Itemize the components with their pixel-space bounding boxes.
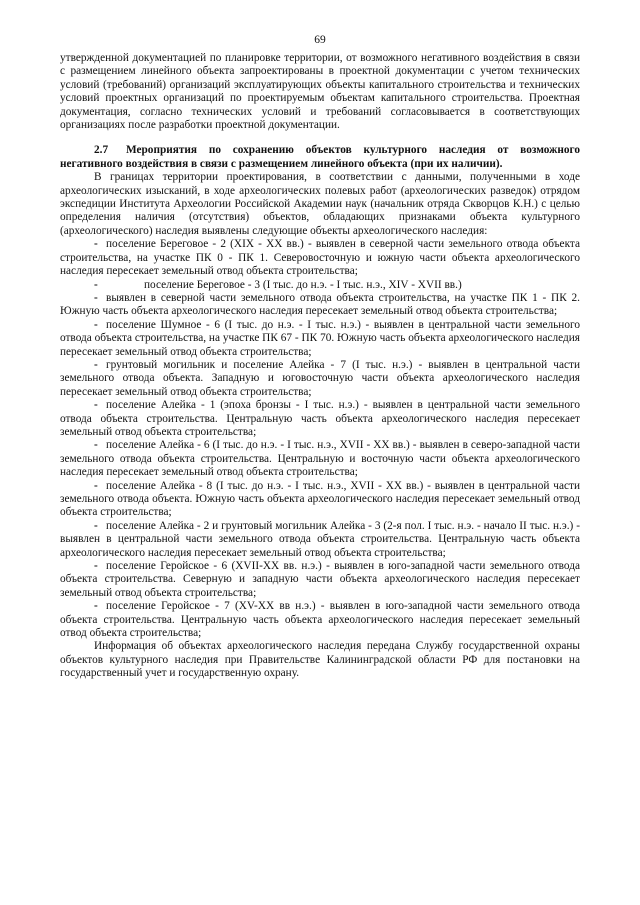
lead-paragraph: В границах территории проектирования, в соответствии с данными, полученными в ходе археологических изысканий, в ходе археологических полевых работ (археологических разведок) отрядом экспедиции Института Археологии Российской Академии наук (начальник отряда Скворцов К.Н.) с целью определения наличия (отсутствия) объектов, обладающих признаками объекта культурного (археологического) наследия выявлены следующие объекты археологического наследия:	[60, 171, 580, 237]
list-item-text: поселение Алейка - 1 (эпоха бронзы - I тыс. н.э.) - выявлен в центральной части земельного отвода объекта строительства. Центральную часть объекта археологического наследия пересекает земельный отвод объекта строительства;	[60, 399, 580, 438]
list-item-text: поселение Алейка - 8 (I тыс. до н.э. - I тыс. н.э., XVII - XX вв.) - выявлен в центральной части земельного отвода объекта. Южную часть объекта археологического наследия пересекает земельный отвод объекта строительства;	[60, 479, 580, 519]
dash-marker: -	[94, 318, 98, 331]
spacer	[60, 132, 580, 144]
list-item-text: поселение Геройское - 6 (XVII-XX вв. н.э.) - выявлен в юго-западной части земельного отвода объекта строительства. Северную и западную части объекта археологического наследия пересекает земельный отвод объекта строительства;	[60, 560, 580, 599]
list-item-text: поселение Шумное - 6 (I тыс. до н.э. - I тыс. н.э.) - выявлен в центральной части земельного отвода объекта строительства, на участке ПК 67 - ПК 70. Южную часть объекта археологического наследия пересекает земельный отвод объекта строительства;	[60, 318, 580, 358]
list-item-text: выявлен в северной части земельного отвода объекта строительства, на участке ПК 1 - ПК 2. Южную часть объекта археологического наследия пересекает земельный отвод объекта строительства;	[60, 291, 580, 318]
list-item	[60, 359, 580, 399]
dash-marker: -	[94, 278, 98, 291]
dash-marker: -	[94, 358, 98, 371]
list-item	[60, 439, 580, 479]
closing-paragraph: Информация об объектах археологического наследия передана Службу государственной охраны объектов культурного наследия при Правительстве Калининградской области РФ для постановки на государственный учет и государственную охрану.	[60, 640, 580, 680]
list-item-text: поселение Геройское - 7 (XV-XX вв н.э.) - выявлен в юго-западной части земельного отвода объекта строительства. Центральную часть объекта археологического наследия пересекает земельный отвод объекта строительства;	[60, 600, 580, 640]
dash-marker: -	[94, 439, 98, 452]
dash-marker: -	[94, 560, 98, 573]
page-number: 69	[314, 34, 326, 46]
list-item-text: поселение Береговое - 3 (I тыс. до н.э. - I тыс. н.э., XIV - XVII вв.)	[144, 278, 462, 291]
list-item	[60, 600, 580, 640]
dash-marker: -	[94, 600, 98, 613]
dash-marker: -	[94, 238, 98, 251]
list-item	[60, 292, 580, 319]
list-item	[60, 238, 580, 278]
dash-marker: -	[94, 399, 98, 412]
dash-marker: -	[94, 519, 98, 532]
list-item	[60, 520, 580, 560]
section-number: 2.7	[94, 144, 109, 157]
intro-paragraph: утвержденной документацией по планировке территории, от возможного негативного воздействия в связи с размещением линейного объекта запроектированы в проектной документации с учетом технических условий (требований) организаций эксплуатирующих объекты капитального строительства и технических условий проектных организаций по проектируемым объектам капитального строительства. Проектная документация, согласно технических условий и требований согласовывается в соответствующих организациях после разработки проектной документации.	[60, 52, 580, 132]
dash-marker: -	[94, 291, 98, 304]
section-heading	[60, 144, 580, 171]
section-title: Мероприятия по сохранению объектов культурного наследия от возможного негативного воздействия в связи с размещением линейного объекта (при их наличии).	[60, 144, 580, 170]
list-item	[60, 319, 580, 359]
list-item-text: грунтовый могильник и поселение Алейка - 7 (I тыс. н.э.) - выявлен в центральной части земельного отвода объекта. Западную и юговосточную части объекта археологического наследия пересекает земельный отвод объекта строительства;	[60, 358, 580, 398]
list-item	[60, 279, 580, 292]
list-item-text: поселение Береговое - 2 (XIX - XX вв.) - выявлен в северной части земельного отвода объекта строительства, на участке ПК 0 - ПК 1. Северовосточную и южную части объекта археологического наследия пересекает земельный отвод объекта строительства;	[60, 238, 580, 278]
list-item	[60, 480, 580, 520]
list-item-text: поселение Алейка - 2 и грунтовый могильник Алейка - 3 (2-я пол. I тыс. н.э. - начало II тыс. н.э.) - выявлен в центральной части земельного отвода объекта строительства. Центральную часть объекта археологического наследия пересекает земельный отвод объекта строительства;	[60, 519, 580, 559]
dash-marker: -	[94, 479, 98, 492]
list-item	[60, 560, 580, 600]
list-item	[60, 399, 580, 439]
list-item-text: поселение Алейка - 6 (I тыс. до н.э. - I тыс. н.э., XVII - XX вв.) - выявлен в северо-западной части земельного отвода объекта строительства. Центральную и восточную части объекта археологического наследия пересекает земельный отвод объекта строительства;	[60, 439, 580, 479]
